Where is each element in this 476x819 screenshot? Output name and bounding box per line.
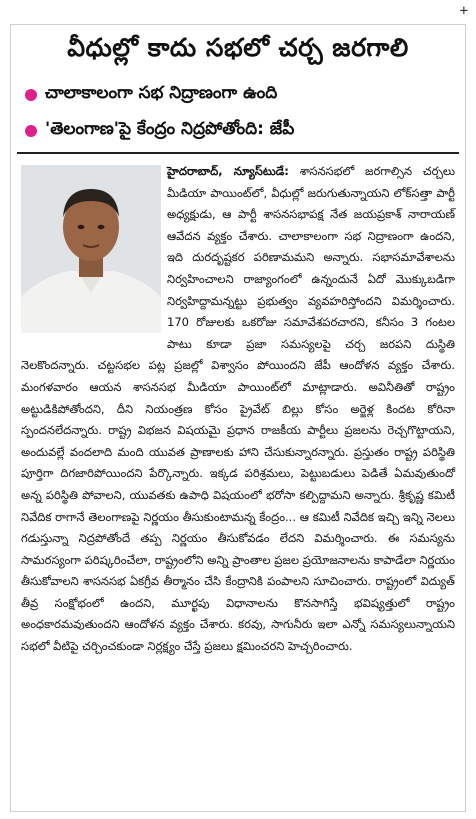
divider-rule bbox=[17, 152, 459, 154]
bullet-icon bbox=[25, 125, 37, 137]
subhead-1 bbox=[25, 79, 277, 111]
article-text: శాసనసభలో జరగాల్సిన చర్చలు మీడియా పాయింట్‌లో, వీధుల్లో జరుగుతున్నాయని లోక్‌సత్తా పార్టీ అధ్యక్షుడు, ఆ పార్టీ శాసనసభాపక్ష నేత జయప్రకాశ్ నారాయణ్ ఆవేదన వ్యక్తం చేశారు. చాలాకాలంగా సభ నిద్రాణంగా ఉందని, ఇది దురదృష్టకర పరిణామమని అన్నారు. సభాసమావేశాలను నిర్వహించాలని రాజ్యాంగంలో ఉన్నందునే ఏదో మొక్కుబడిగా నిర్వహిద్దామన్నట్టు ప్రభుత్వం వ్యవహరిస్తోందని విమర్శించారు. 170 రోజులకు ఒకరోజు సమావేశపరచారని, కనీసం 3 గంటల పాటు కూడా ప్రజా సమస్యలపై చర్చ జరపని దుస్థితి నెలకొందన్నారు. చట్టసభల పట్ల ప్రజల్లో విశ్వాసం పోయిందని జేపీ ఆందోళన వ్యక్తం చేశారు. మంగళవారం ఆయన శాసనసభ మీడియా పాయింట్‌లో మాట్లాడారు. అవినీతితో రాష్ట్రం అట్టుడికిపోతోందని, దీని నియంత్రణ కోసం ప్రైవేట్ బిల్లు కోసం అర్జెళ్ల కిందట కోరినా స్పందనలేదన్నారు. రాష్ట్ర విభజన విషయమై ప్రధాన రాజకీయ పార్టీలు ప్రజలను రెచ్చగొట్టాయని, అందువల్లే వందలాది మంది యువత ప్రాణాలకు హాని చేసుకున్నారన్నారు. ప్రస్తుతం రాష్ట్ర పరిస్థితి పూర్తిగా దిగజారిపోయిందని పేర్కొన్నారు. ఇక్కడ పరిశ్రమలు, పెట్టుబడులు పెడితే ఏమవుతుందో అన్న పరిస్థితి పోవాలని, యువతకు ఉపాధి విషయంలో భరోసా కల్పిద్దామని అన్నారు. శ్రీకృష్ణ కమిటీ నివేదిక రాగానే తెలంగాణపై నిర్ణయం తీసుకుంటామన్న కేంద్రం... ఆ కమిటీ నివేదిక ఇచ్చి ఇన్ని నెలలు గడుస్తున్నా నిద్రపోతోందే తప్ప నిర్ణయం తీసుకోవడం లేదని విమర్శించారు. ఈ సమస్యను సామరస్యంగా పరిష్కరించేలా, రాష్ట్రంలోని అన్ని ప్రాంతాల ప్రజల ప్రయోజనాలను కాపాడేలా నిర్ణయం తీసుకోవాలని శాసనసభ ఏకగ్రీవ తీర్మానం చేసి కేంద్రానికి పంపాలని సూచించారు. రాష్ట్రంలో విద్యుత్ తీవ్ర సంక్షోభంలో ఉందని, మూర్ఖపు విధానాలను కొనసాగిస్తే భవిష్యత్తులో రాష్ట్రం అంధకారమవుతుందని ఆందోళన వ్యక్తం చేశారు. కరవు, సాగునీరు ఇలా ఎన్నో సమస్యలున్నాయని సభలో వీటిపై చర్చించకుండా నిర్లక్ష్యం చేస్తే ప్రజలు క్షమించరని హెచ్చరించారు. bbox=[21, 164, 456, 654]
newspaper-clipping bbox=[10, 24, 466, 812]
plus-icon: + bbox=[459, 3, 468, 19]
subhead-2 bbox=[25, 115, 294, 147]
article-body bbox=[21, 161, 455, 658]
subhead-2-text: 'తెలంగాణ'పై కేంద్రం నిద్రపోతోంది: జేపీ bbox=[45, 119, 295, 139]
dateline: హైదరాబాద్, న్యూస్‌టుడే: bbox=[167, 164, 289, 178]
bullet-icon bbox=[25, 89, 37, 101]
headline: వీధుల్లో కాదు సభలో చర్చ జరగాలి bbox=[67, 33, 409, 62]
subhead-1-text: చాలాకాలంగా సభ నిద్రాణంగా ఉంది bbox=[45, 83, 278, 103]
